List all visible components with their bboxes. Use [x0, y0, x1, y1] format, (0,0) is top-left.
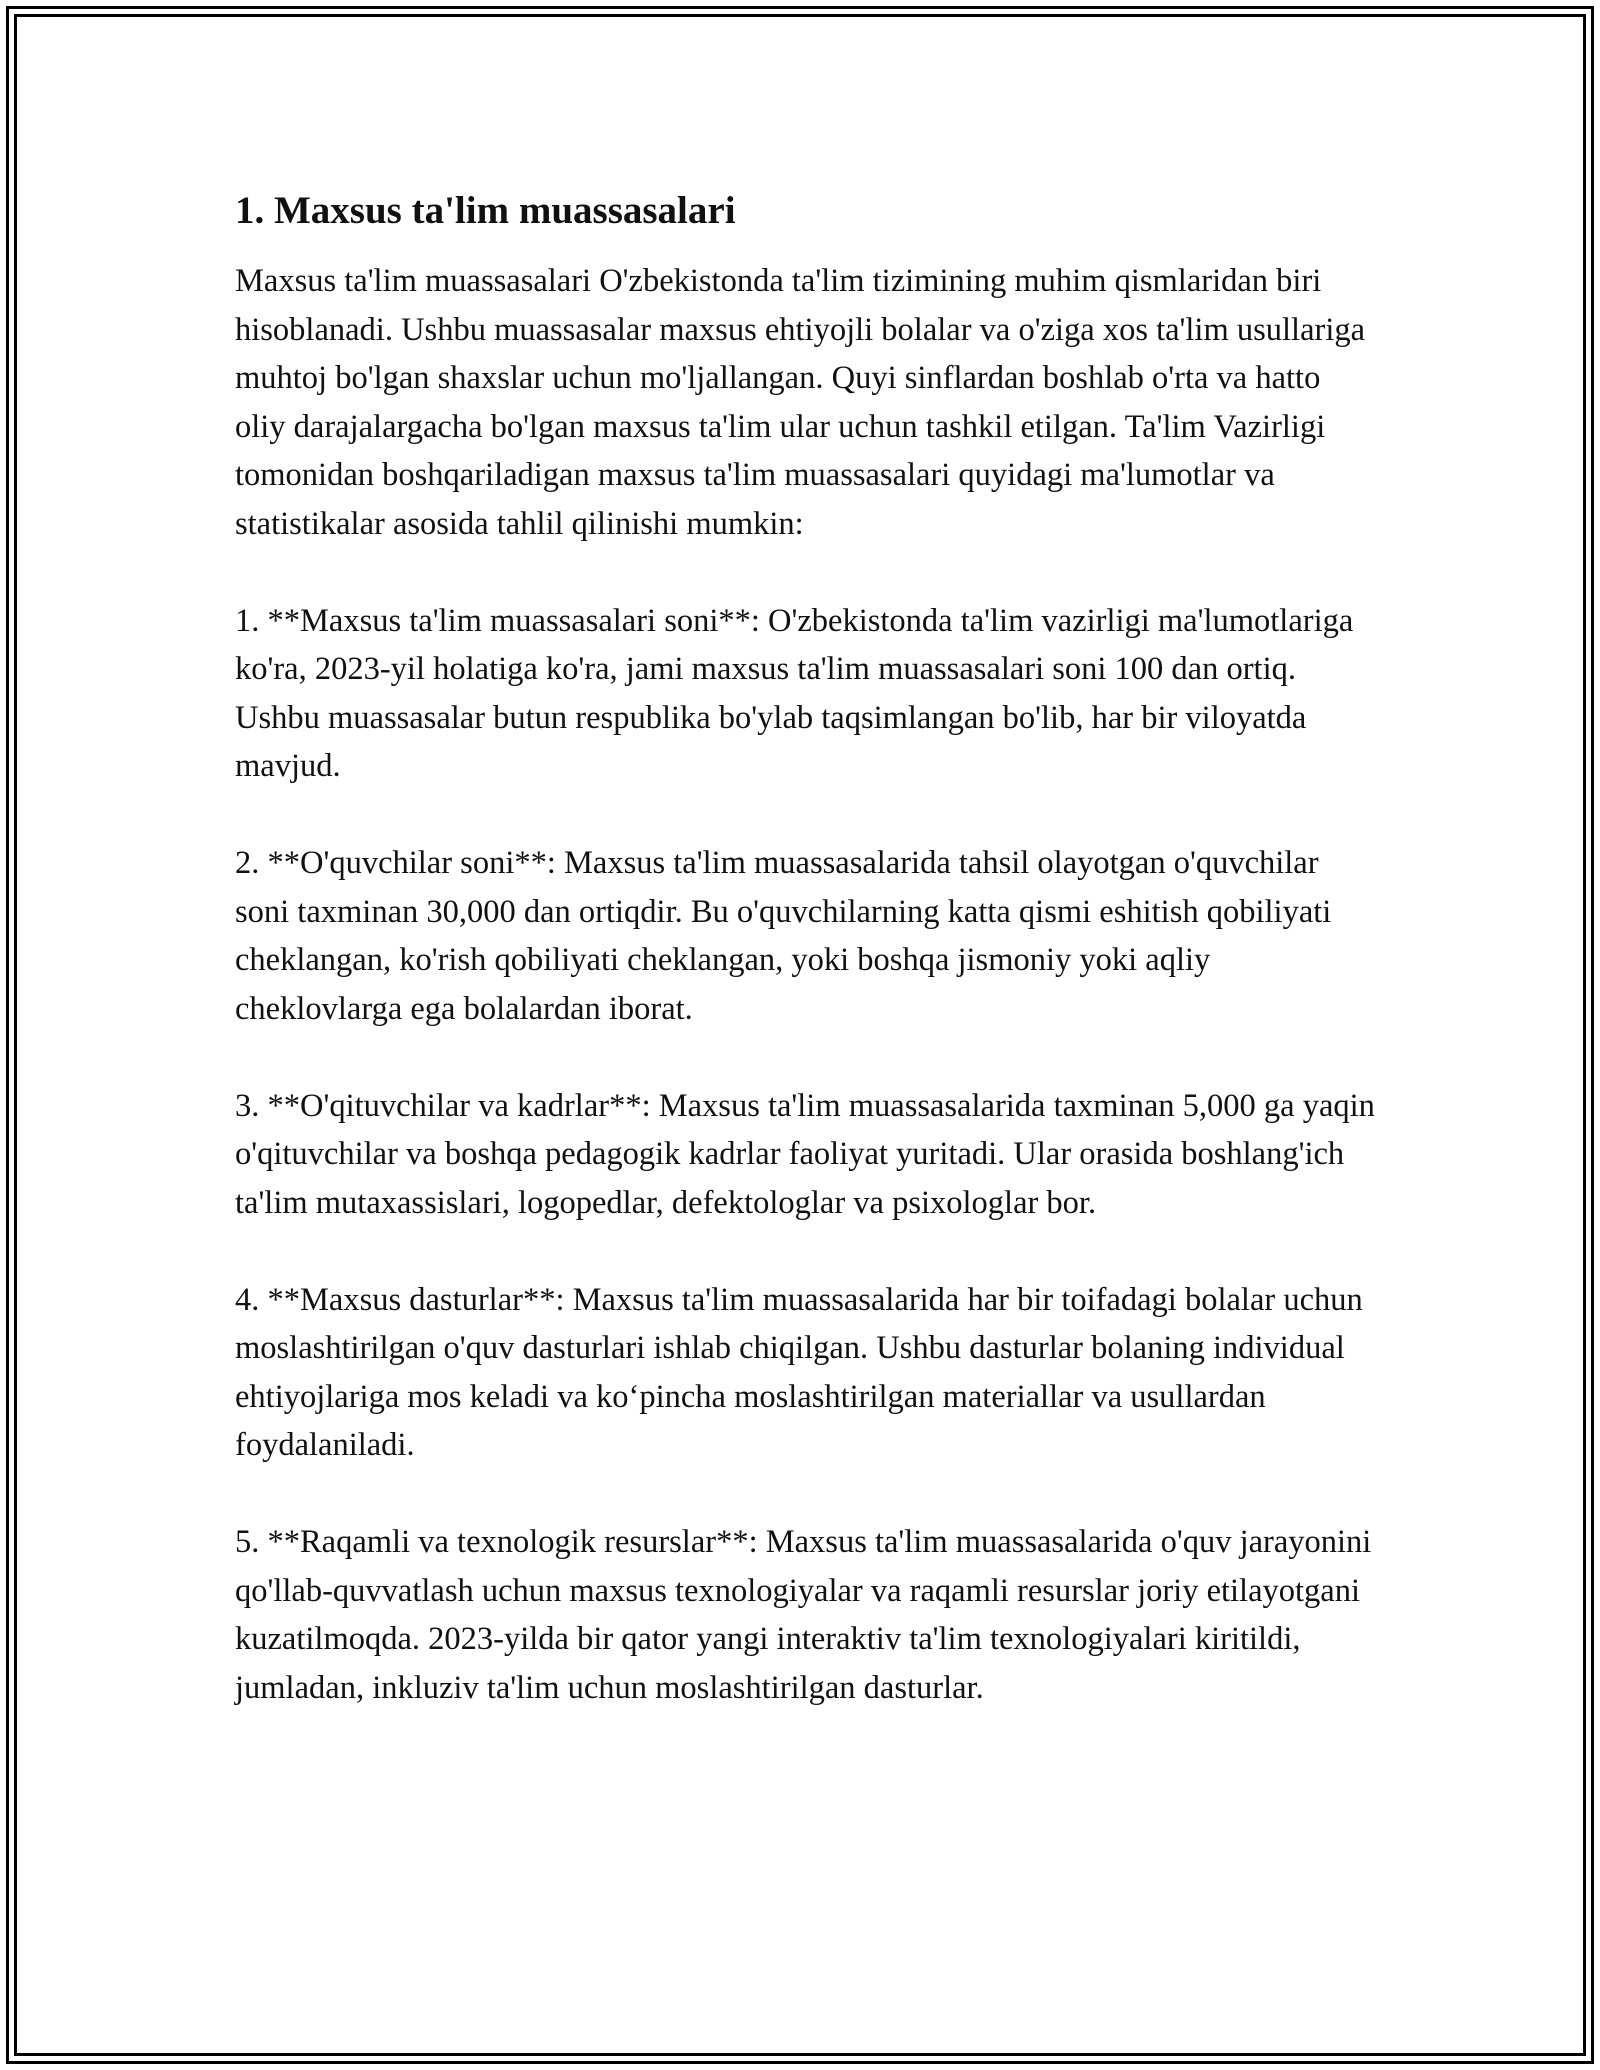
paragraph-institutions-count: 1. **Maxsus ta'lim muassasalari soni**: O'zbekistonda ta'lim vazirligi ma'lumotlariga ko'ra, 2023-yil holatiga ko'ra, jami maxsus ta'lim muassasalari soni 100 dan ortiq. Ushbu muassasalar butun respublika bo'ylab taqsimlangan bo'lib, har bir viloyatda mavjud. [235, 602, 1354, 784]
paragraph-students-count: 2. **O'quvchilar soni**: Maxsus ta'lim muassasalarida tahsil olayotgan o'quvchilar soni taxminan 30,000 dan ortiqdir. Bu o'quvchilarning katta qismi eshitish qobiliyati cheklangan, ko'rish qobiliyati cheklangan, yoki boshqa jismoniy yoki aqliy cheklovlarga ega bolalardan iborat. [235, 845, 1332, 1027]
paragraph-special-programs: 4. **Maxsus dasturlar**: Maxsus ta'lim muassasalarida har bir toifadagi bolalar uchun moslashtirilgan o'quv dasturlari ishlab chiqilgan. Ushbu dasturlar bolaning individual ehtiyojlariga mos keladi va ko‘pincha moslashtirilgan materiallar va usullardan foydalaniladi. [235, 1281, 1363, 1463]
section-heading: 1. Maxsus ta'lim muassasalari [235, 189, 736, 232]
paragraph-digital-resources: 5. **Raqamli va texnologik resurslar**: Maxsus ta'lim muassasalarida o'quv jarayonini qo'llab-quvvatlash uchun maxsus texnologiyalar va raqamli resurslar joriy etilayotgani kuzatilmoqda. 2023-yilda bir qator yangi interaktiv ta'lim texnologiyalari kiritildi, jumladan, inkluziv ta'lim uchun moslashtirilgan dasturlar. [235, 1524, 1372, 1706]
document-body [235, 185, 1375, 1761]
paragraph-teachers-staff: 3. **O'qituvchilar va kadrlar**: Maxsus ta'lim muassasalarida taxminan 5,000 ga yaqin o'qituvchilar va boshqa pedagogik kadrlar faoliyat yuritadi. Ular orasida boshlang'ich ta'lim mutaxassislari, logopedlar, defektologlar va psixologlar bor. [235, 1087, 1375, 1221]
intro-paragraph: Maxsus ta'lim muassasalari O'zbekistonda ta'lim tizimining muhim qismlaridan biri hisoblanadi. Ushbu muassasalar maxsus ehtiyojli bolalar va o'ziga xos ta'lim usullariga muhtoj bo'lgan shaxslar uchun mo'ljallangan. Quyi sinflardan boshlab o'rta va hatto oliy darajalargacha bo'lgan maxsus ta'lim ular uchun tashkil etilgan. Ta'lim Vazirligi tomonidan boshqariladigan maxsus ta'lim muassasalari quyidagi ma'lumotlar va statistikalar asosida tahlil qilinishi mumkin: [235, 263, 1366, 542]
